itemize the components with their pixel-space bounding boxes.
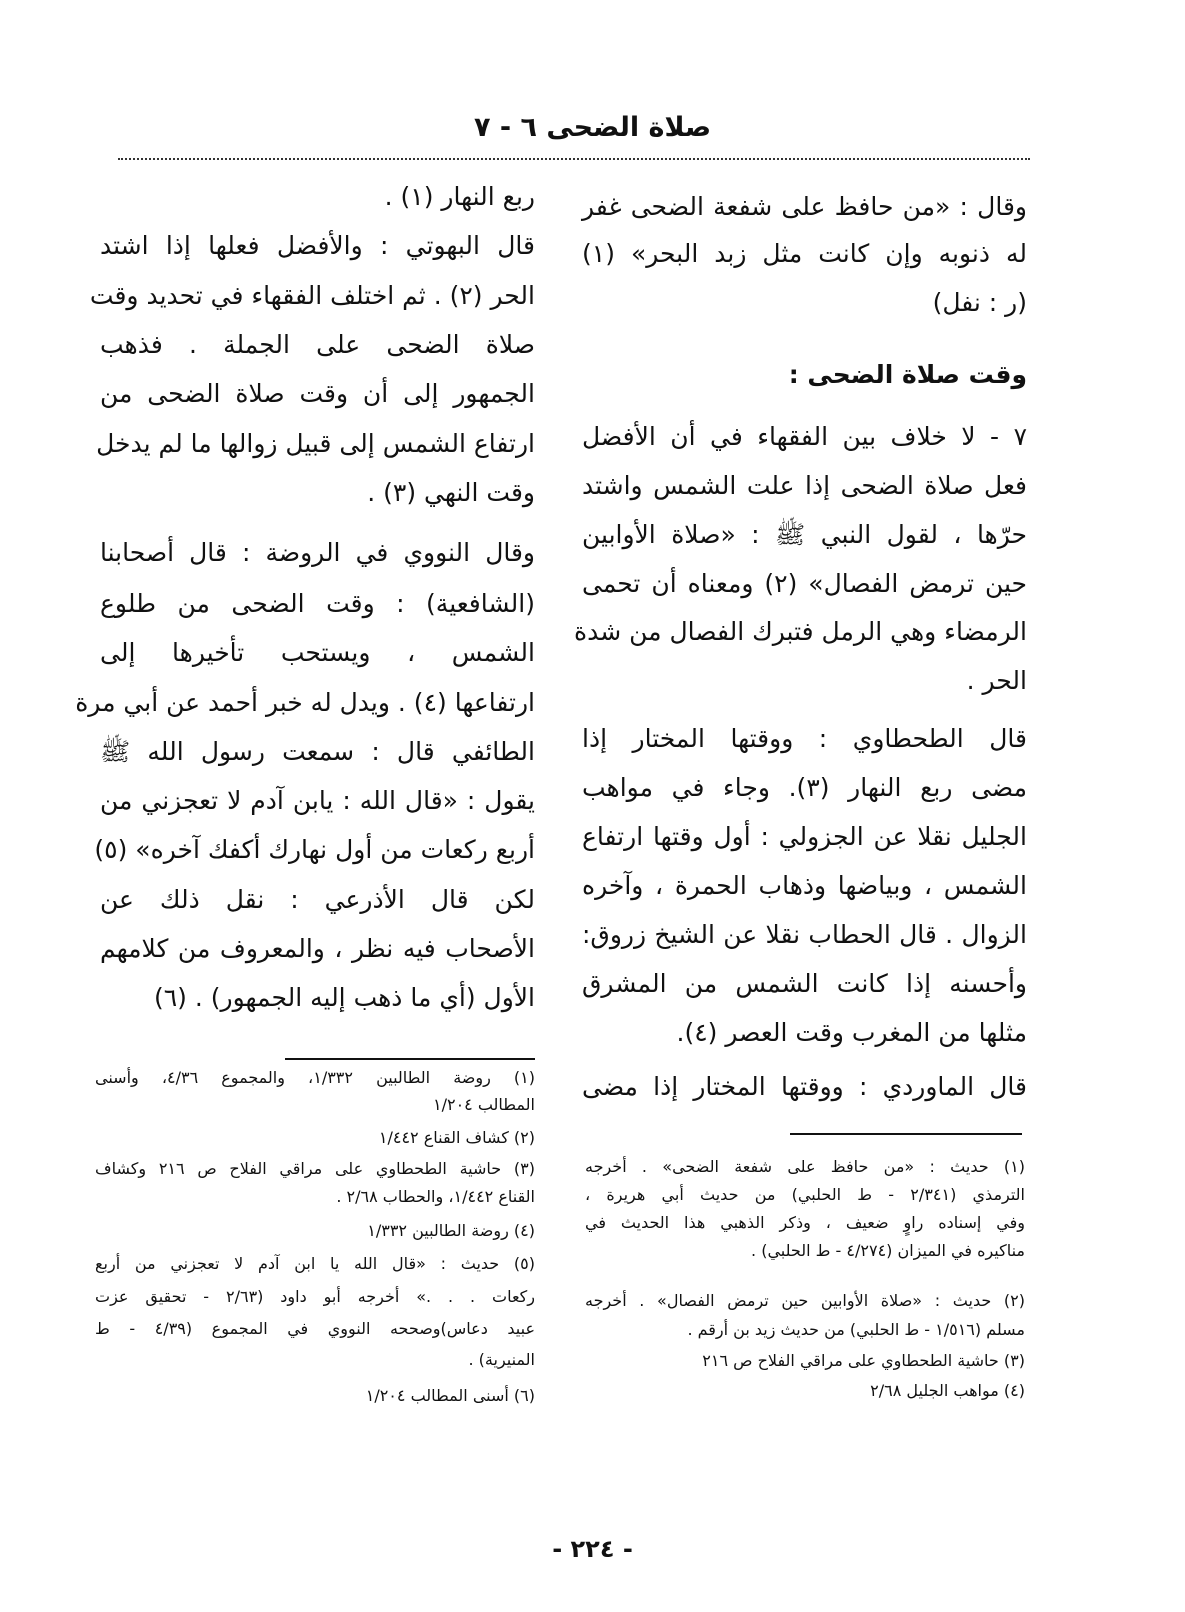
text-line: وقال النووي في الروضة : قال أصحابنا: [100, 538, 535, 567]
text-line: الشمس ، ويستحب تأخيرها إلى: [100, 638, 535, 667]
text-line: وقال : «من حافظ على شفعة الضحى غفر: [582, 192, 1027, 221]
footnote-line: (٤) روضة الطالبين ١/٣٣٢: [367, 1221, 535, 1240]
text-line: حين ترمض الفصال» (٢) ومعناه أن تحمى: [582, 569, 1027, 598]
text-line: الحر (٢) . ثم اختلف الفقهاء في تحديد وقت: [89, 281, 535, 310]
page-number: - ٢٢٤ -: [552, 1535, 633, 1563]
text-line: ٧ - لا خلاف بين الفقهاء في أن الأفضل: [582, 422, 1027, 451]
text-line: لكن قال الأذرعي : نقل ذلك عن: [100, 885, 535, 914]
section-heading: وقت صلاة الضحى :: [788, 360, 1027, 389]
text-line: يقول : «قال الله : يابن آدم لا تعجزني من: [100, 786, 535, 815]
text-line: قال الماوردي : ووقتها المختار إذا مضى: [582, 1072, 1027, 1101]
text-line: الأصحاب فيه نظر ، والمعروف من كلامهم: [100, 934, 535, 963]
text-line: أربع ركعات من أول نهارك أكفك آخره» (٥): [94, 835, 535, 864]
text-line: الطائفي قال : سمعت رسول الله ﷺ: [100, 737, 535, 766]
text-line: الزوال . قال الحطاب نقلا عن الشيخ زروق:: [582, 920, 1027, 949]
text-line: الشمس ، وبياضها وذهاب الحمرة ، وآخره: [582, 871, 1027, 900]
footnote-line: مسلم (١/٥١٦ - ط الحلبي) من حديث زيد بن أرقم .: [687, 1320, 1025, 1339]
footnote-line: (٥) حديث : «قال الله يا ابن آدم لا تعجزني من أربع: [95, 1254, 535, 1273]
footnote-line: وفي إسناده راوٍ ضعيف ، وذكر الذهبي هذا الحديث في: [585, 1213, 1025, 1232]
page-header-title: صلاة الضحى ٦ - ٧: [473, 112, 712, 143]
text-line: الأول (أي ما ذهب إليه الجمهور) . (٦): [153, 983, 535, 1012]
footnote-line: المطالب ١/٢٠٤: [432, 1095, 535, 1114]
text-line: وأحسنه إذا كانت الشمس من المشرق: [582, 969, 1027, 998]
footnote-line: (١) حديث : «من حافظ على شفعة الضحى» . أخرجه: [585, 1157, 1025, 1176]
text-line: مضى ربع النهار (٣). وجاء في مواهب: [582, 773, 1027, 802]
text-line: قال الطحطاوي : ووقتها المختار إذا: [582, 724, 1027, 753]
text-line: (الشافعية) : وقت الضحى من طلوع: [100, 589, 535, 618]
text-line: الجليل نقلا عن الجزولي : أول وقتها ارتفاع: [582, 822, 1027, 851]
text-line: ربع النهار (١) .: [384, 182, 535, 211]
footnote-line: المنيرية) .: [468, 1350, 535, 1369]
text-line: له ذنوبه وإن كانت مثل زبد البحر» (١): [582, 239, 1027, 268]
text-line: حرّها ، لقول النبي ﷺ : «صلاة الأوابين: [582, 520, 1027, 549]
text-line: الحر .: [966, 666, 1027, 695]
footnote-line: (١) روضة الطالبين ١/٣٣٢، والمجموع ٤/٣٦، وأسنى: [95, 1068, 535, 1087]
left-footnote-divider: [285, 1058, 535, 1060]
text-line: (ر : نفل): [932, 288, 1027, 317]
header-dotted-divider: [118, 158, 1030, 160]
footnote-line: مناكيره في الميزان (٤/٢٧٤ - ط الحلبي) .: [751, 1241, 1025, 1260]
text-line: وقت النهي (٣) .: [367, 478, 535, 507]
text-line: قال البهوتي : والأفضل فعلها إذا اشتد: [100, 231, 535, 260]
footnote-line: القناع ١/٤٤٢، والحطاب ٢/٦٨ .: [336, 1187, 535, 1206]
footnote-line: (٢) حديث : «صلاة الأوابين حين ترمض الفصال» . أخرجه: [585, 1291, 1025, 1310]
text-line: الرمضاء وهي الرمل فتبرك الفصال من شدة: [574, 617, 1027, 646]
footnote-line: (٤) مواهب الجليل ٢/٦٨: [870, 1381, 1025, 1400]
footnote-line: (٣) حاشية الطحطاوي على مراقي الفلاح ص ٢١٦ وكشاف: [95, 1159, 535, 1178]
footnote-line: عبيد دعاس)وصححه النووي في المجموع (٤/٣٩ - ط: [95, 1319, 536, 1338]
text-line: فعل صلاة الضحى إذا علت الشمس واشتد: [582, 471, 1027, 500]
footnote-line: (٣) حاشية الطحطاوي على مراقي الفلاح ص ٢١٦: [702, 1351, 1025, 1370]
text-line: ارتفاعها (٤) . ويدل له خبر أحمد عن أبي مرة: [75, 688, 535, 717]
footnote-line: (٦) أسنى المطالب ١/٢٠٤: [365, 1386, 535, 1405]
text-line: الجمهور إلى أن وقت صلاة الضحى من: [100, 379, 535, 408]
text-line: ارتفاع الشمس إلى قبيل زوالها ما لم يدخل: [96, 429, 535, 458]
footnote-line: ركعات . . .» أخرجه أبو داود (٢/٦٣ - تحقيق عزت: [95, 1287, 536, 1306]
right-footnote-divider: [790, 1133, 1022, 1135]
text-line: صلاة الضحى على الجملة . فذهب: [100, 330, 535, 359]
text-line: مثلها من المغرب وقت العصر (٤).: [676, 1018, 1027, 1047]
footnote-line: الترمذي (٢/٣٤١ - ط الحلبي) من حديث أبي هريرة ،: [585, 1185, 1026, 1204]
footnote-line: (٢) كشاف القناع ١/٤٤٢: [378, 1128, 535, 1147]
